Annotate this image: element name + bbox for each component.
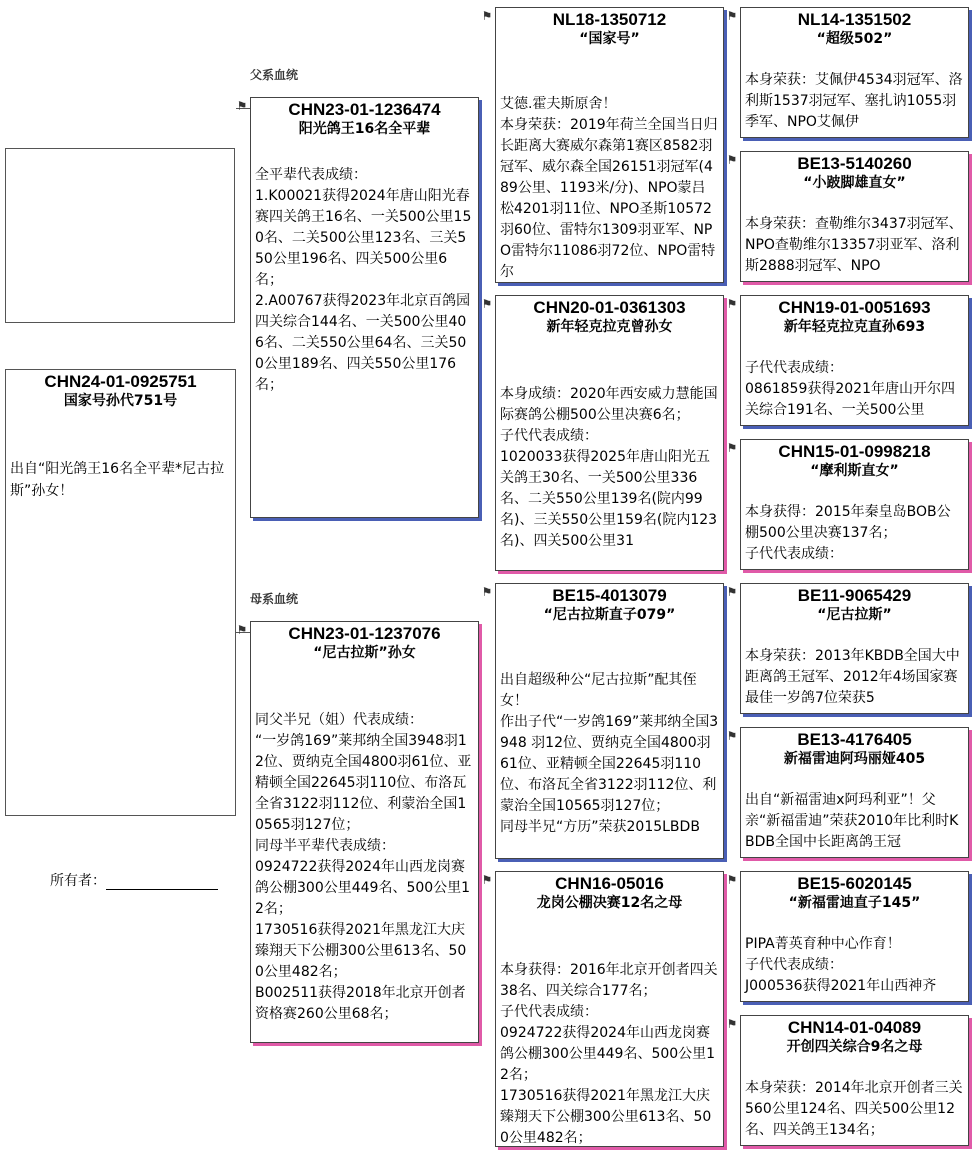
great-grandparent-name: “小跛脚雄直女” [803,175,906,191]
dam-section-label: 母系血统 [250,592,299,606]
great-grandparent-description: 子代代表成绩： 0861859获得2021年唐山开尔四关综合191名、一关500公里 [745,360,955,418]
dam-name: “尼古拉斯”孙女 [313,645,416,661]
flag-icon: ⚑ [726,585,738,599]
grandparent-ring-number: NL18-1350712 [552,10,667,29]
great-grandparent-ring-number: BE15-6020145 [797,874,912,893]
grandparent-description: 本身成绩：2020年西安威力慧能国际赛鸽公棚500公里决赛6名； 子代代表成绩： 1020033获得2025年唐山阳光五关鸽王30名、一关500公里336名、二关550公里139名(院内99名)、三关550公里159名(院内123名)、四关500公里31 [500,386,718,549]
grandparent-card[interactable] [495,583,724,859]
great-grandparent-name: “尼古拉斯” [817,607,892,623]
great-grandparent-card[interactable] [740,1015,969,1146]
flag-icon: ⚑ [726,873,738,887]
grandparent-card[interactable] [495,295,724,571]
flag-icon: ⚑ [726,9,738,23]
sire-ring-number: CHN23-01-1236474 [288,100,441,119]
sire-description: 全平辈代表成绩： 1.K00021获得2024年唐山阳光春赛四关鸽王16名、一关500公里150名、二关500公里123名、三关550公里196名、四关500公里6名； 2.A00767获得2023年北京百鸽园四关综合144名、一关500公里406名、二关550公里64名、三关500公里189名、四关550公里176名； [255,167,472,393]
flag-icon: ⚑ [481,9,493,23]
grandparent-ring-number: CHN16-05016 [555,874,664,893]
great-grandparent-card[interactable] [740,295,969,426]
grandparent-card[interactable] [495,871,724,1147]
grandparent-description: 艾德.霍夫斯原舍！ 本身荣获：2019年荷兰全国当日归长距离大赛威尔森第1赛区8582羽冠军、威尔森全国26151羽冠军(489公里、1193米/分)、NPO蒙吕松4201羽11位、NPO圣斯10572羽60位、雷特尔1309羽亚军、NPO雷特尔11086羽72位、NPO雷特尔 [500,96,718,280]
owner-field [50,870,218,890]
great-grandparent-ring-number: CHN14-01-04089 [787,1018,922,1037]
great-grandparent-description: 本身获得：2015年秦皇岛BOB公棚500公里决赛137名； 子代代表成绩： [745,504,951,562]
great-grandparent-ring-number: NL14-1351502 [797,10,912,29]
great-grandparent-card[interactable] [740,871,969,1002]
great-grandparent-description: 本身荣获：2013年KBDB全国大中距离鸽王冠军、2012年4场国家赛最佳一岁鸽7位荣获5 [745,648,960,706]
dam-description: 同父半兄（姐）代表成绩： “一岁鸽169”莱邦纳全国3948羽12位、贾纳克全国4800羽61位、亚精顿全国22645羽110位、布洛瓦全省3122羽112位、利蒙治全国10565羽127位； 同母半平辈代表成绩： 0924722获得2024年山西龙岗赛鸽公棚300公里449名、500公里12名； 1730516获得2021年黑龙江大庆臻翔天下公棚300公里613名、500公里482名； B002511获得2018年北京开创者资格赛260公里68名； [255,712,472,1022]
great-grandparent-ring-number: BE11-9065429 [797,586,912,605]
flag-icon: ⚑ [726,1017,738,1031]
great-grandparent-description: PIPA菁英育种中心作育！ 子代代表成绩： J000536获得2021年山西神齐 [745,936,937,994]
great-grandparent-name: “新福雷迪直子145” [788,895,921,911]
great-grandparent-name: 新福雷迪阿玛丽娅405 [783,751,926,767]
grandparent-name: “尼古拉斯直子079” [543,607,676,623]
sire-section-label: 父系血统 [250,68,299,82]
subject-name: 国家号孙代751号 [63,393,178,409]
owner-label: 所有者： [50,873,106,889]
grandparent-ring-number: CHN20-01-0361303 [533,298,686,317]
subject-description: 出自“阳光鸽王16名全平辈*尼古拉斯”孙女！ [10,461,225,499]
great-grandparent-card[interactable] [740,151,969,282]
flag-icon: ⚑ [481,297,493,311]
flag-icon: ⚑ [726,153,738,167]
owner-blank[interactable] [106,873,218,890]
great-grandparent-card[interactable] [740,583,969,714]
flag-icon: ⚑ [726,729,738,743]
flag-icon: ⚑ [236,623,248,637]
sire-card[interactable] [250,97,479,518]
great-grandparent-description: 本身荣获：2014年北京开创者三关560公里124名、四关500公里12名、四关鸽王134名； [745,1080,963,1138]
grandparent-name: “国家号” [579,31,640,47]
photo-placeholder [5,148,235,323]
grandparent-name: 新年轻克拉克曾孙女 [546,319,673,335]
grandparent-description: 本身获得：2016年北京开创者四关38名、四关综合177名； 子代代表成绩： 0924722获得2024年山西龙岗赛鸽公棚300公里449名、500公里12名； 1730516获得2021年黑龙江大庆臻翔天下公棚300公里613名、500公里482名； [500,962,718,1146]
grandparent-card[interactable] [495,7,724,283]
grandparent-description: 出自超级种公“尼古拉斯”配其侄女！ 作出子代“一岁鸽169”莱邦纳全国3948 羽12位、贾纳克全国4800羽61位、亚精顿全国22645羽110位、布洛瓦全省3122羽112位、利蒙治全国10565羽127位； 同母半兄“方历”荣获2015LBDB [500,672,719,835]
flag-icon: ⚑ [481,873,493,887]
great-grandparent-description: 出自“新福雷迪x阿玛利亚”！父亲“新福雷迪”荣获2010年比利时KBDB全国中长距离鸽王冠 [745,792,959,850]
great-grandparent-ring-number: BE13-5140260 [797,154,912,173]
sire-name: 阳光鸽王16名全平辈 [298,121,431,137]
flag-icon: ⚑ [726,441,738,455]
great-grandparent-name: 开创四关综合9名之母 [786,1039,923,1055]
great-grandparent-card[interactable] [740,7,969,138]
great-grandparent-ring-number: BE13-4176405 [797,730,912,749]
grandparent-ring-number: BE15-4013079 [552,586,667,605]
dam-card[interactable] [250,621,479,1043]
flag-icon: ⚑ [481,585,493,599]
great-grandparent-name: 新年轻克拉克直孙693 [783,319,926,335]
subject-ring-number: CHN24-01-0925751 [44,372,197,391]
great-grandparent-card[interactable] [740,727,969,858]
great-grandparent-card[interactable] [740,439,969,570]
dam-ring-number: CHN23-01-1237076 [288,624,441,643]
great-grandparent-name: “摩利斯直女” [810,463,899,479]
grandparent-name: 龙岗公棚决赛12名之母 [536,895,683,911]
flag-icon: ⚑ [726,297,738,311]
great-grandparent-description: 本身荣获：查勒维尔3437羽冠军、NPO查勒维尔13357羽亚军、洛利斯2888羽冠军、NPO [745,216,963,274]
great-grandparent-description: 本身荣获：艾佩伊4534羽冠军、洛利斯1537羽冠军、塞扎讷1055羽季军、NPO艾佩伊 [745,72,963,130]
great-grandparent-ring-number: CHN19-01-0051693 [778,298,931,317]
great-grandparent-ring-number: CHN15-01-0998218 [778,442,931,461]
subject-card[interactable] [5,369,236,816]
great-grandparent-name: “超级502” [816,31,893,47]
flag-icon: ⚑ [236,99,248,113]
